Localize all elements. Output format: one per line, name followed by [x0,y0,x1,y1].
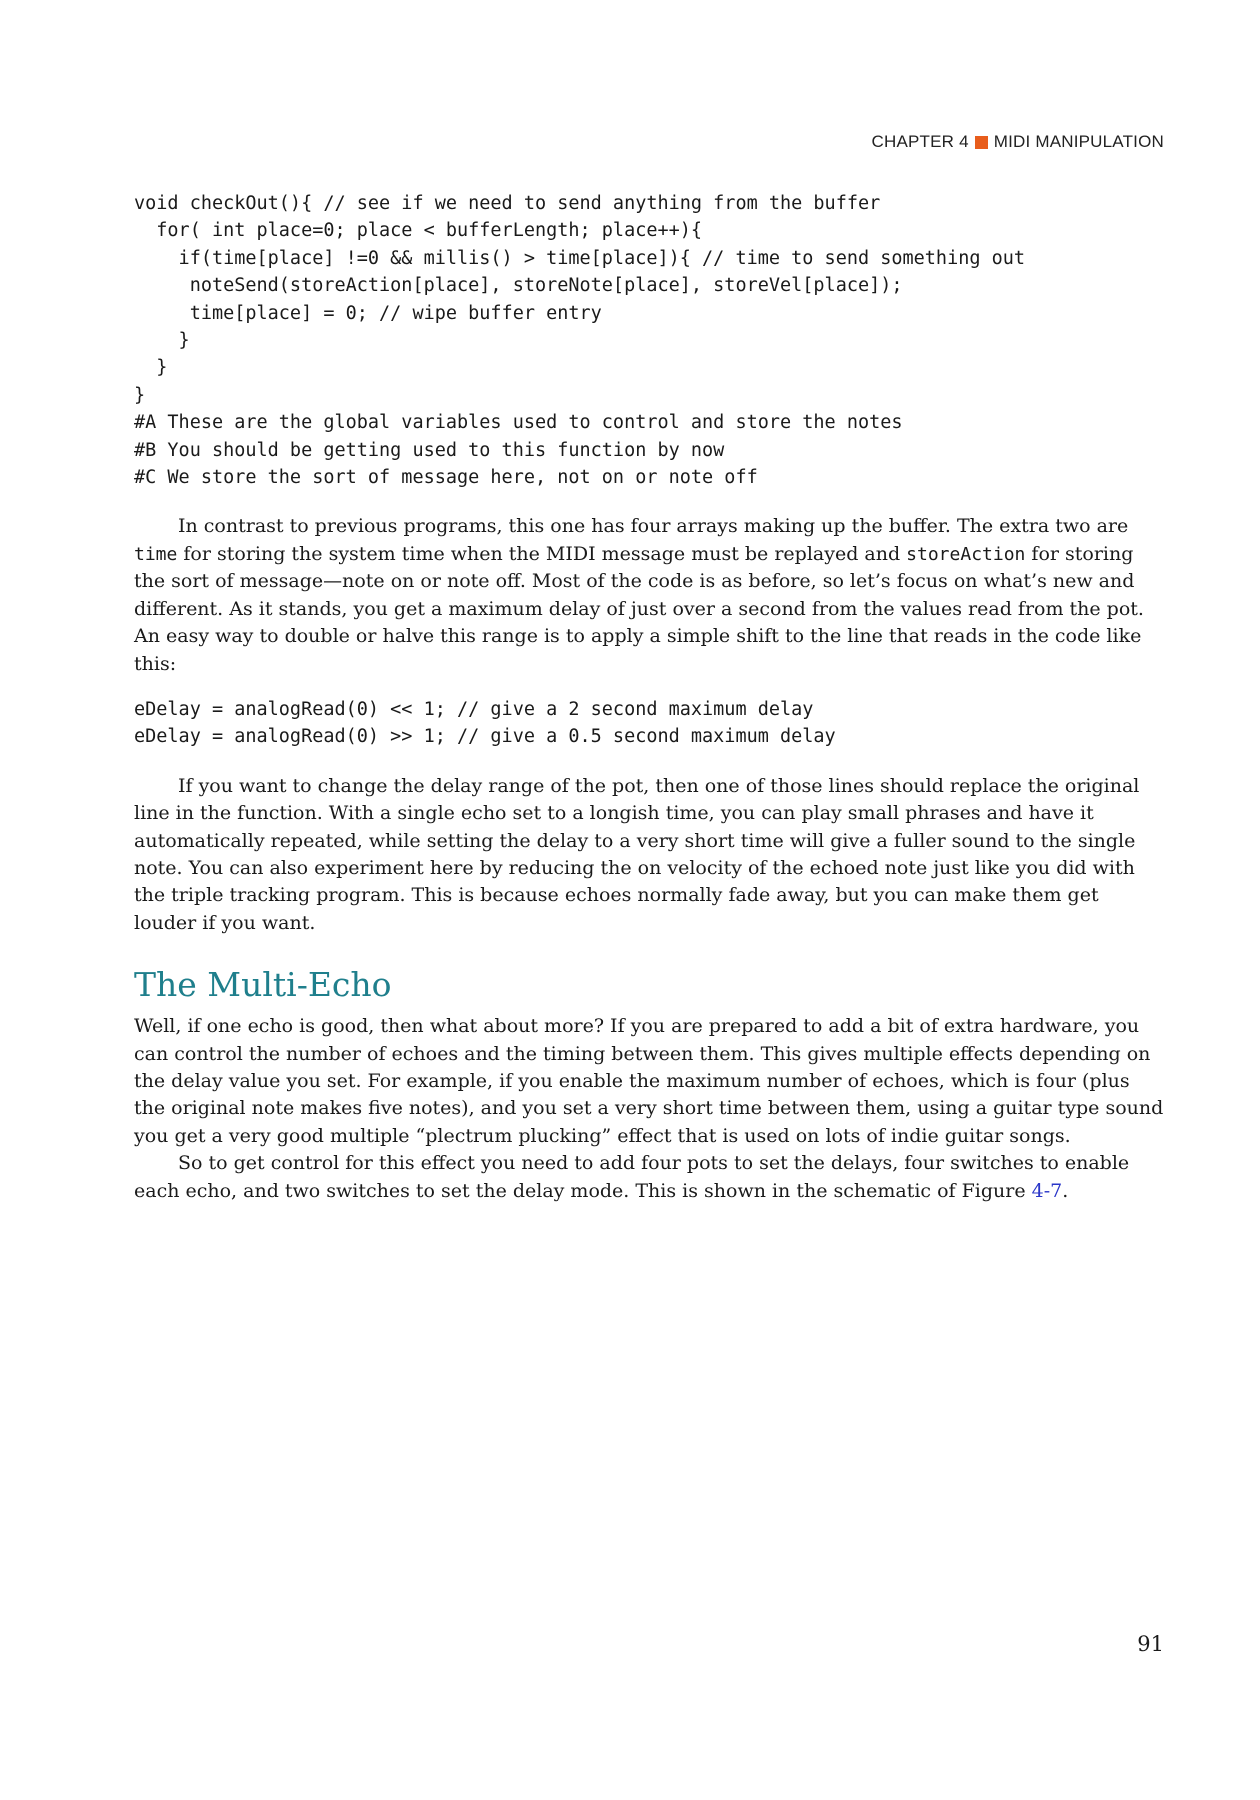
inline-code: time [134,543,178,565]
chapter-label: CHAPTER 4 [871,132,969,151]
page-content [134,190,1164,1205]
code-annotation: #C We store the sort of message here, not on or note off [134,467,758,489]
code-line: if(time[place] !=0 && millis() > time[place]){ // time to send something out [134,247,1026,269]
section-heading: The Multi-Echo [134,965,392,1005]
inline-code: storeAction [906,543,1026,565]
page-number: 91 [1137,1632,1164,1656]
running-header [872,132,1164,152]
code-annotation: #B You should be getting used to this function by now [134,439,725,461]
paragraph-buffer-explanation: In contrast to previous programs, this one has four arrays making up the buffer. The extra two are time for storing the system time when the MIDI message must be replayed and storeAction for storing the sort of message—note on or note off. Most of the code is as before, so let’s focus on what’s new and different. As it stands, you get a maximum delay of just over a second from the values read from the pot. An easy way to double or halve this range is to apply a simple shift to the line that reads in the code like this: [134,515,1144,675]
paragraph-delay-range: If you want to change the delay range of the pot, then one of those lines should replace the original line in the function. With a single echo set to a longish time, you can play small phrases and have it automatically repeated, while setting the delay to a very short time will give a fuller sound to the single note. You can also experiment here by reducing the on velocity of the echoed note just like you did with the triple tracking program. This is because echoes normally fade away, but you can make them get louder if you want. [134,774,1140,934]
code-line: } [134,384,146,406]
code-line: eDelay = analogRead(0) << 1; // give a 2 second maximum delay [134,698,814,720]
paragraph-control-setup: So to get control for this effect you need to add four pots to set the delays, four switches to enable each echo, and two switches to set the delay mode. This is shown in the schematic of Figure 4-7. [134,1152,1130,1202]
code-line: } [134,330,190,352]
code-line: void checkOut(){ // see if we need to send anything from the buffer [134,193,881,214]
code-line: } [134,357,168,379]
figure-reference-link[interactable]: 4-7 [1031,1179,1063,1202]
square-bullet-icon [975,136,988,149]
paragraph-multi-echo-intro: Well, if one echo is good, then what about more? If you are prepared to add a bit of extra hardware, you can control the number of echoes and the timing between them. This gives multiple effects depending on the delay value you set. For example, if you enable the maximum number of echoes, which is four (plus the original note makes five notes), and you set a very short time between them, using a guitar type sound you get a very good multiple “plectrum plucking” effect that is used on lots of indie guitar songs. [134,1015,1164,1147]
code-line: time[place] = 0; // wipe buffer entry [134,302,602,324]
code-line: noteSend(storeAction[place], storeNote[place], storeVel[place]); [134,275,903,297]
chapter-title: MIDI MANIPULATION [993,132,1164,151]
code-annotation: #A These are the global variables used to control and store the notes [134,412,903,434]
code-listing-edelay [134,696,1164,751]
code-listing-checkout [134,190,1164,491]
code-line: for( int place=0; place < bufferLength; place++){ [134,220,703,242]
code-line: eDelay = analogRead(0) >> 1; // give a 0.5 second maximum delay [134,726,836,748]
